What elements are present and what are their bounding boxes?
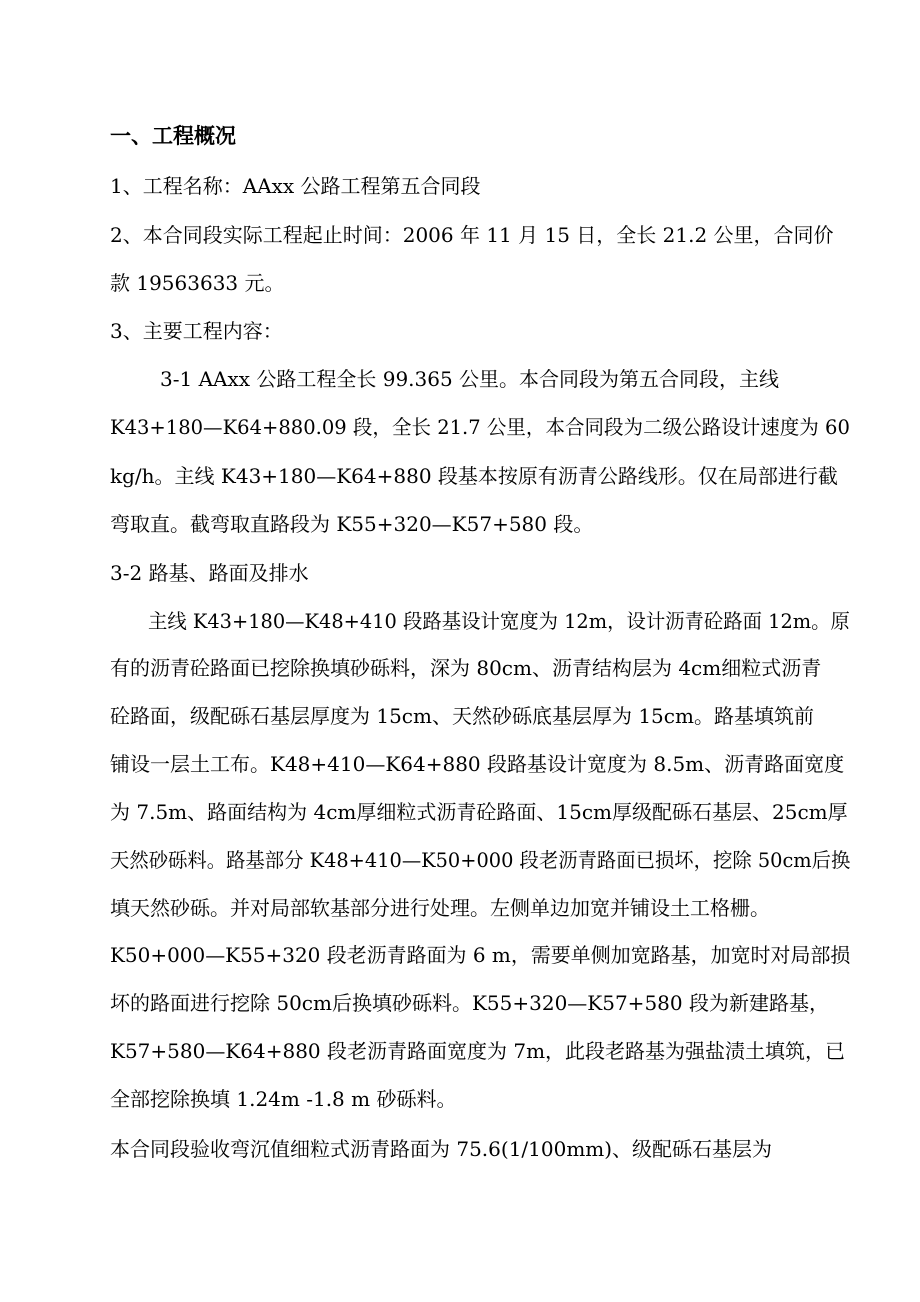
paragraph-line: 全部挖除换填 1.24m -1.8 m 砂砾料。 bbox=[110, 1087, 457, 1111]
paragraph-line: 坏的路面进行挖除 50cm后换填砂砾料。K55+320—K57+580 段为新建路基， bbox=[110, 991, 829, 1015]
paragraph-line: 主线 K43+180—K48+410 段路基设计宽度为 12m，设计沥青砼路面 12m。原 bbox=[148, 609, 850, 633]
section-heading: 一、工程概况 bbox=[110, 124, 236, 148]
paragraph-line: 3、主要工程内容： bbox=[110, 319, 283, 343]
paragraph-line: 有的沥青砼路面已挖除换填砂砾料，深为 80cm、沥青结构层为 4cm细粒式沥青 bbox=[110, 656, 822, 680]
paragraph-line: 3-2 路基、路面及排水 bbox=[110, 561, 309, 585]
paragraph-line: 3-1 AAxx 公路工程全长 99.365 公里。本合同段为第五合同段，主线 bbox=[160, 367, 780, 391]
paragraph-line: 铺设一层土工布。K48+410—K64+880 段路基设计宽度为 8.5m、沥青路面宽度 bbox=[110, 752, 845, 776]
paragraph-line: K57+580—K64+880 段老沥青路面宽度为 7m，此段老路基为强盐渍土填筑，已 bbox=[110, 1039, 846, 1063]
paragraph-line: 2、本合同段实际工程起止时间：2006 年 11 月 15 日，全长 21.2 公里，合同价 bbox=[110, 223, 834, 247]
paragraph-line: 填天然砂砾。并对局部软基部分进行处理。左侧单边加宽并铺设土工格栅。 bbox=[110, 896, 770, 920]
paragraph-line: K50+000—K55+320 段老沥青路面为 6 m，需要单侧加宽路基，加宽时对局部损 bbox=[110, 943, 851, 967]
paragraph-line: 砼路面，级配砾石基层厚度为 15cm、天然砂砾底基层厚为 15cm。路基填筑前 bbox=[110, 704, 814, 728]
paragraph-line: 款 19563633 元。 bbox=[110, 271, 285, 295]
paragraph-line: 弯取直。截弯取直路段为 K55+320—K57+580 段。 bbox=[110, 512, 594, 536]
paragraph-line: 1、工程名称：AAxx 公路工程第五合同段 bbox=[110, 174, 481, 198]
paragraph-line: 为 7.5m、路面结构为 4cm厚细粒式沥青砼路面、15cm厚级配砾石基层、25cm厚 bbox=[110, 800, 848, 824]
paragraph-line: K43+180—K64+880.09 段，全长 21.7 公里，本合同段为二级公路设计速度为 60 bbox=[110, 415, 850, 439]
paragraph-line: kg/h。主线 K43+180—K64+880 段基本按原有沥青公路线形。仅在局部进行截 bbox=[110, 464, 838, 488]
paragraph-line: 本合同段验收弯沉值细粒式沥青路面为 75.6(1/100mm)、级配砾石基层为 bbox=[110, 1137, 773, 1161]
paragraph-line: 天然砂砾料。路基部分 K48+410—K50+000 段老沥青路面已损坏，挖除 50cm后换 bbox=[110, 848, 851, 872]
